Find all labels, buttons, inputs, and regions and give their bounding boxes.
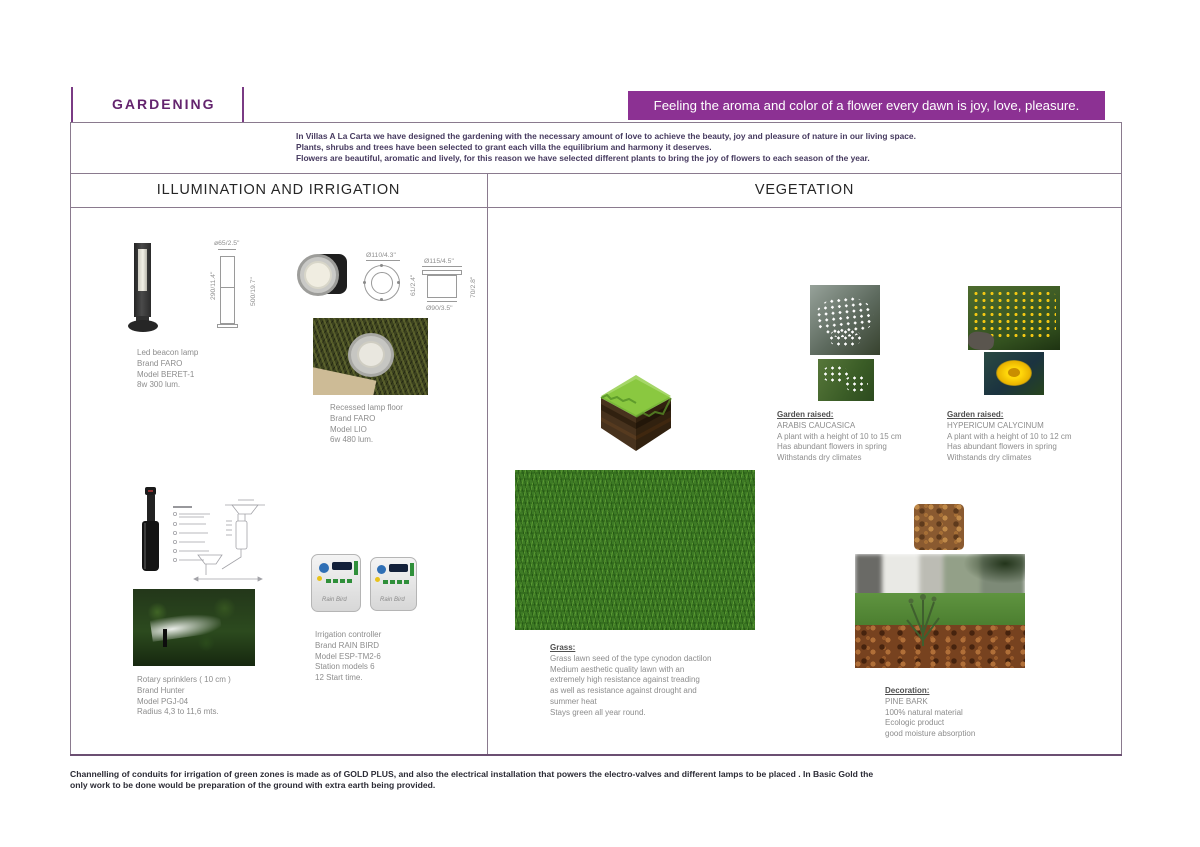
hypericum-photo-1 (968, 286, 1060, 350)
garden-raised-arabis-info: Garden raised: ARABIS CAUCASICA A plant with a height of 10 to 15 cm Has abundant flowers in spring Withstands dry climates (777, 410, 902, 463)
recessed-dimension-drawing (352, 252, 477, 318)
irrigation-controller-photo-1 (311, 554, 361, 612)
beacon-dim-inner-height: 290/11.4" (210, 271, 217, 300)
footnote-line-1: Channelling of conduits for irrigation of green zones is made as of GOLD PLUS, and also the electrical installation that powers the electro-valves and different lamps to be placed . In Basic Gold the (70, 769, 874, 779)
arabis-photo-1 (810, 285, 880, 355)
sprinkler-photo (132, 487, 172, 577)
quote-banner-text: Feeling the aroma and color of a flower every dawn is joy, love, pleasure. (653, 98, 1080, 113)
beacon-dim-total-height: 500/19.7" (250, 277, 257, 306)
pine-bark-sample-photo (914, 504, 964, 550)
recessed-dim-right: 70/2.8" (470, 276, 477, 298)
intro-line-3: Flowers are beautiful, aromatic and lively, for this reason we have selected different plants to bring the joy of flowers to each season of the year. (296, 153, 870, 163)
footnote-line-2: only work to be done would be preparation of the ground with extra earth being provided. (70, 780, 436, 790)
beacon-lamp-info: Led beacon lamp Brand FARO Model BERET-1 8w 300 lum. (137, 348, 199, 390)
recessed-dim-bottom: Ø90/3.5" (426, 305, 453, 312)
garden-raised-hypericum-info: Garden raised: HYPERICUM CALYCINUM A plant with a height of 10 to 12 cm Has abundant flowers in spring Withstands dry climates (947, 410, 1072, 463)
column-divider (487, 173, 488, 755)
frame-line-bottom-header (70, 207, 1122, 208)
sprinkler-info: Rotary sprinklers ( 10 cm ) Brand Hunter Model PGJ-04 Radius 4,3 to 11,6 mts. (137, 675, 231, 717)
recessed-lamp-photo (297, 252, 351, 298)
title-left-rule (71, 87, 73, 122)
sprinkler-spray-photo (133, 589, 255, 666)
grass-info: Grass: Grass lawn seed of the type cynodon dactilon Medium aesthetic quality lawn with an extremely high resistance against treading as well as resistance against drought and summer heat Stays green all year round. (550, 643, 712, 717)
beacon-dim-diameter: ø65/2.5" (214, 240, 240, 247)
intro-line-1: In Villas A La Carta we have designed the gardening with the necessary amount of love to achieve the beauty, joy and pleasure of nature in our living space. (296, 131, 916, 141)
quote-banner (628, 91, 1105, 120)
section-header-vegetation: VEGETATION (754, 182, 855, 198)
grass-cube-photo (597, 371, 675, 457)
recessed-dim-left: 61/2.4" (410, 274, 417, 296)
page-title: GARDENING (112, 96, 216, 112)
recessed-dim-top: Ø115/4.5" (424, 258, 454, 265)
recessed-lamp-grass-photo (313, 318, 428, 395)
hypericum-photo-2 (984, 352, 1044, 395)
grass-lawn-photo (515, 470, 755, 630)
intro-line-2: Plants, shrubs and trees have been selected to grant each villa the equilibrium and harmony it deserves. (296, 142, 712, 152)
controller-info: Irrigation controller Brand RAIN BIRD Model ESP-TM2-6 Station models 6 12 Start time. (315, 630, 382, 683)
decoration-info: Decoration: PINE BARK 100% natural material Ecologic product good moisture absorption (885, 686, 976, 739)
sprinkler-diagram (170, 497, 270, 587)
frame-bottom-rule (70, 754, 1122, 756)
beacon-dimension-drawing (188, 240, 258, 340)
recessed-dim-front: Ø110/4.3" (366, 252, 396, 259)
recessed-lamp-info: Recessed lamp floor Brand FARO Model LIO 6w 480 lum. (330, 403, 403, 445)
beacon-lamp-photo (128, 242, 170, 334)
irrigation-controller-photo-2 (370, 557, 417, 611)
arabis-photo-2 (818, 359, 874, 401)
section-header-illumination: ILLUMINATION AND IRRIGATION (156, 182, 401, 198)
title-right-rule (242, 87, 244, 122)
mulch-garden-photo (855, 554, 1025, 668)
rainbird-logo: Rain Bird (380, 597, 405, 603)
rainbird-logo: Rain Bird (322, 597, 347, 603)
